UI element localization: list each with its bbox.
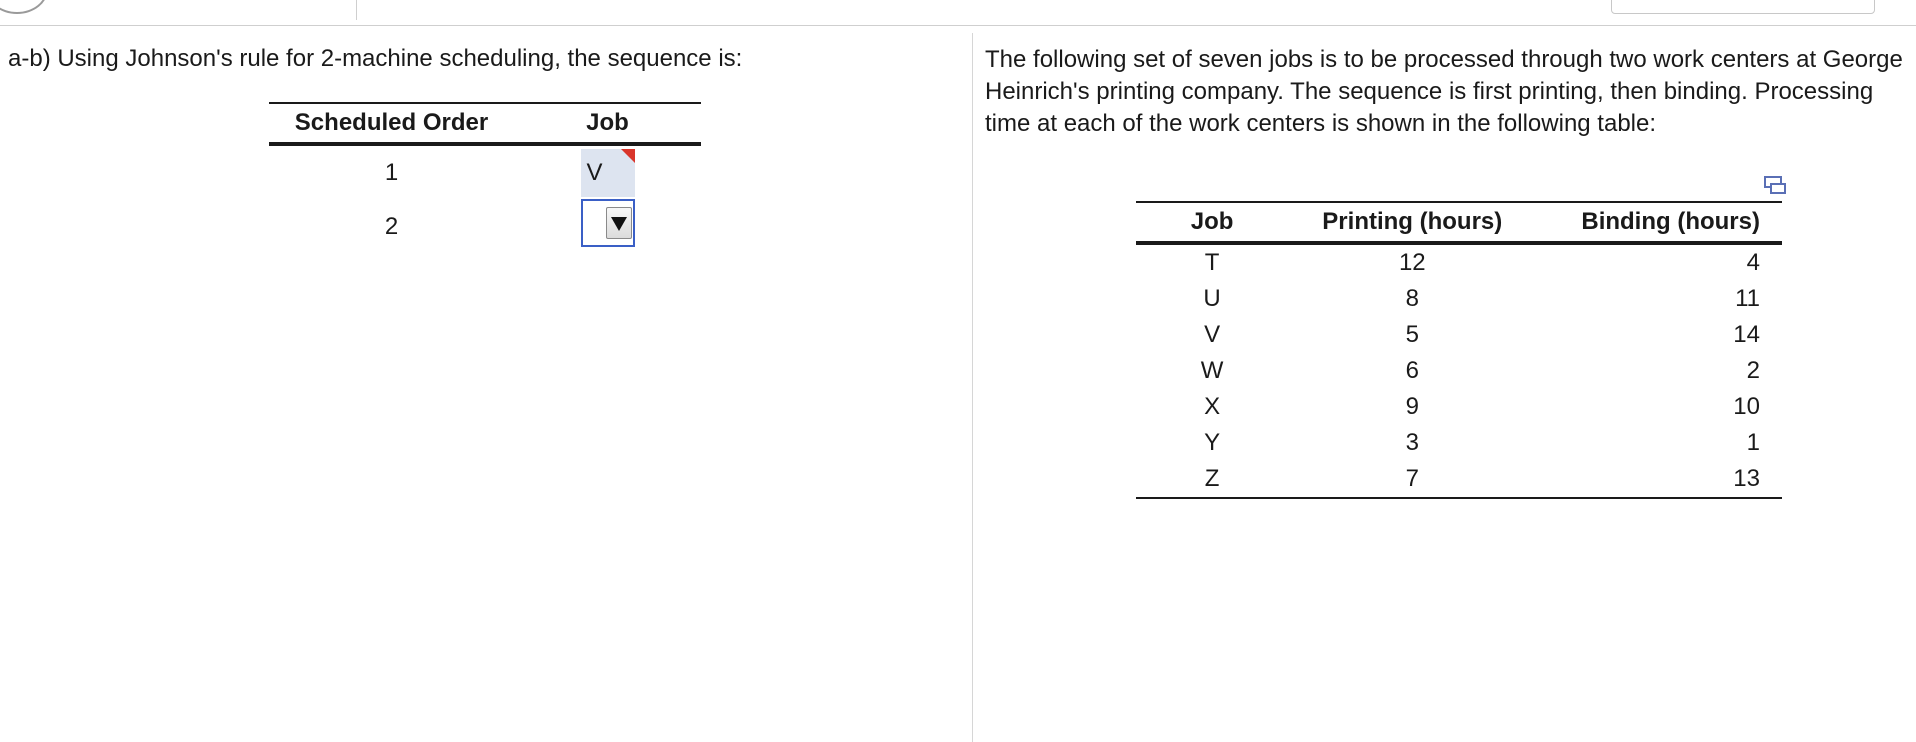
toolbar-control[interactable]	[1611, 0, 1875, 14]
job-cell	[514, 199, 701, 254]
job-cell: X	[1204, 393, 1221, 420]
binding-cell: 11	[1735, 285, 1760, 312]
table-row	[269, 199, 701, 254]
progress-circle-icon	[0, 0, 48, 14]
binding-cell: 10	[1733, 393, 1760, 420]
binding-cell: 13	[1536, 461, 1782, 498]
table-row	[1136, 353, 1782, 389]
schedule-table	[269, 102, 701, 254]
table-row	[1136, 281, 1782, 317]
table-row	[1136, 243, 1782, 281]
processing-time-table	[1136, 201, 1782, 499]
printing-cell: 3	[1405, 429, 1419, 456]
printing-cell: 12	[1398, 249, 1426, 276]
answer-field[interactable]	[581, 149, 635, 197]
incorrect-flag-icon	[621, 149, 635, 163]
header-binding: Binding (hours)	[1536, 202, 1782, 243]
table-row	[269, 144, 701, 199]
job-cell: W	[1200, 357, 1224, 384]
question-prompt: a-b) Using Johnson's rule for 2-machine scheduling, the sequence is:	[8, 45, 743, 72]
chevron-down-icon[interactable]	[606, 207, 632, 239]
job-cell: T	[1204, 249, 1220, 276]
header-scheduled-order: Scheduled Order	[269, 103, 514, 144]
job-cell: U	[1203, 285, 1221, 312]
printing-cell: 7	[1288, 461, 1536, 498]
table-row	[1136, 425, 1782, 461]
printing-cell: 6	[1405, 357, 1419, 384]
binding-cell: 1	[1746, 429, 1760, 456]
header-printing: Printing (hours)	[1288, 202, 1536, 243]
job-cell: Z	[1136, 461, 1288, 498]
table-row	[1136, 461, 1782, 498]
job-cell	[514, 144, 701, 199]
answer-value: V	[586, 158, 603, 186]
printing-cell: 9	[1405, 393, 1419, 420]
printing-cell: 5	[1405, 321, 1419, 348]
binding-cell: 14	[1733, 321, 1760, 348]
printing-cell: 8	[1405, 285, 1419, 312]
job-select[interactable]	[581, 199, 635, 247]
header-job: Job	[1136, 202, 1288, 243]
pane-divider	[972, 33, 973, 742]
binding-cell: 2	[1746, 357, 1760, 384]
header-job: Job	[514, 103, 701, 144]
job-cell: V	[1204, 321, 1221, 348]
question-pane	[8, 44, 958, 240]
problem-pane	[985, 44, 1905, 492]
toolbar-divider	[356, 0, 357, 20]
table-row	[1136, 389, 1782, 425]
job-cell: Y	[1204, 429, 1221, 456]
binding-cell: 4	[1746, 249, 1760, 276]
order-cell: 2	[384, 212, 399, 240]
top-toolbar	[0, 0, 1916, 26]
table-row	[1136, 317, 1782, 353]
order-cell: 1	[384, 158, 399, 186]
expand-table-icon[interactable]	[1764, 176, 1786, 194]
problem-description: The following set of seven jobs is to be processed through two work centers at George Heinrich's printing company. The sequence is first printing, then binding. Processing time at each of the work centers is shown in the following table:	[985, 46, 1903, 137]
